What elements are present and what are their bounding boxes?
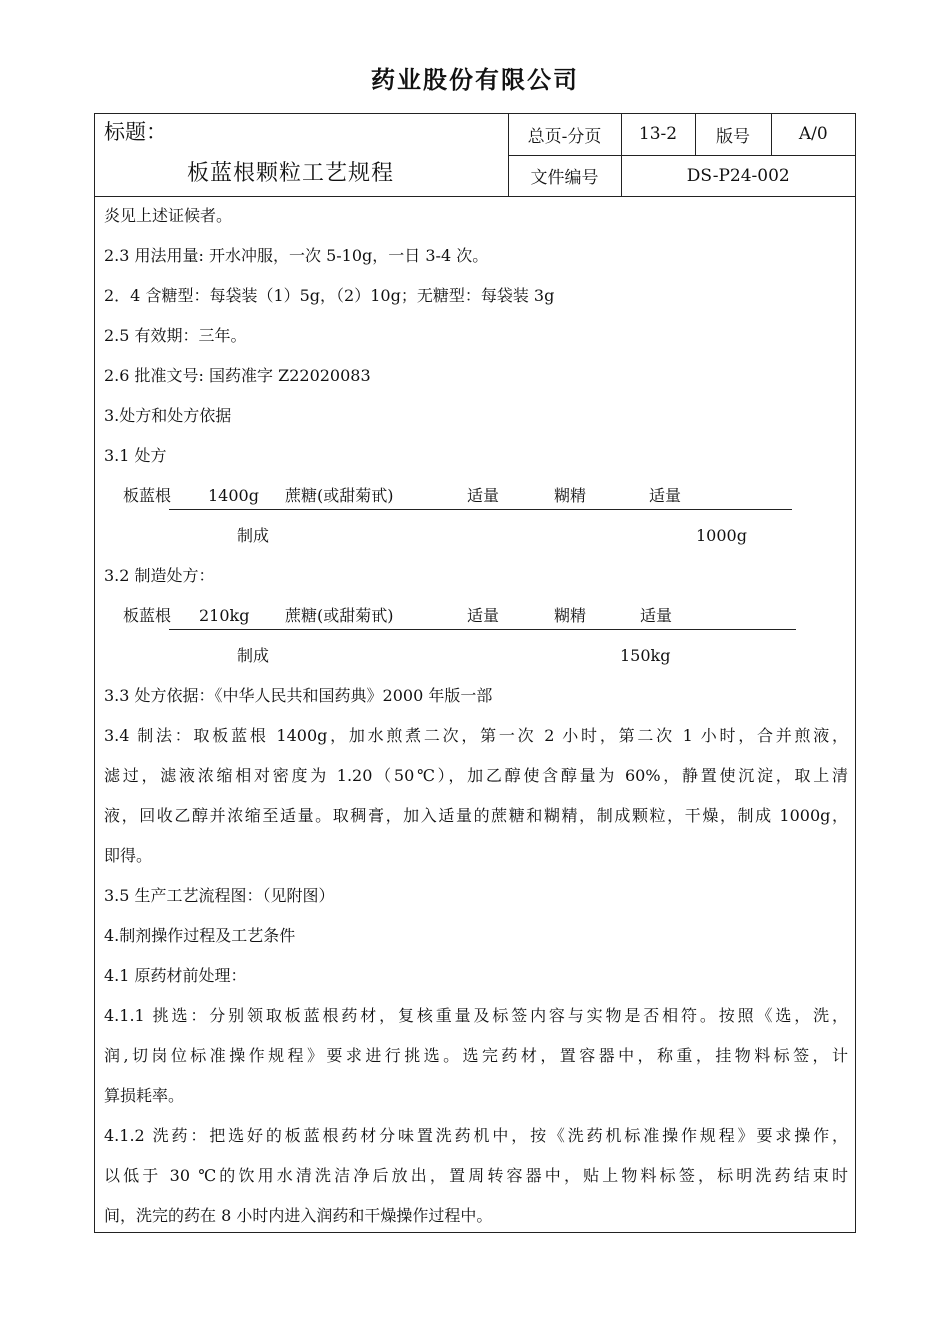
paragraph-line: 滤过，滤液浓缩相对密度为 1.20（50℃），加乙醇使含醇量为 60%，静置使沉淀，取上清 [104, 766, 848, 785]
section-heading: 4.制剂操作过程及工艺条件 [104, 926, 296, 945]
text-line: 2.6 批准文号: 国药准字 Z22020083 [104, 366, 371, 385]
text-line: 3.3 处方依据：《中华人民共和国药典》2000 年版一部 [104, 686, 493, 705]
paragraph-line: 即得。 [104, 846, 153, 865]
recipe-row [104, 476, 848, 516]
paragraph-line: 液，回收乙醇并浓缩至适量。取稠膏，加入适量的蔗糖和糊精，制成颗粒，干燥，制成 1000g， [104, 806, 848, 825]
ingredient-qty: 适量 [467, 486, 500, 505]
paragraph-line: 算损耗率。 [104, 1086, 185, 1105]
yield-label: 制成 [237, 646, 270, 665]
company-name: 药业股份有限公司 [371, 66, 579, 94]
paragraph-line: 间，洗完的药在 8 小时内进入润药和干燥操作过程中。 [104, 1206, 493, 1225]
ingredient-qty: 210kg [199, 606, 250, 625]
section-heading: 3.2 制造处方： [104, 566, 215, 585]
ingredient-name: 蔗糖(或甜菊甙) [285, 486, 394, 505]
document-body [104, 196, 848, 1236]
recipe-divider [169, 509, 792, 510]
yield-qty: 150kg [620, 646, 671, 665]
recipe-row [104, 596, 848, 636]
header-table [95, 114, 855, 197]
ingredient-name: 糊精 [554, 486, 587, 505]
title-cell [95, 114, 508, 196]
title-label: 标题： [104, 120, 167, 144]
ingredient-qty: 1400g [208, 486, 259, 505]
paragraph-line: 以低于 30 ℃的饮用水清洗洁净后放出，置周转容器中，贴上物料标签，标明洗药结束时 [104, 1166, 848, 1185]
version-label: 版号 [695, 114, 771, 155]
ingredient-name: 板蓝根 [123, 606, 172, 625]
ingredient-qty: 适量 [467, 606, 500, 625]
text-line: 3.5 生产工艺流程图：（见附图） [104, 886, 335, 905]
recipe-divider [169, 629, 796, 630]
paragraph-line: 润,切岗位标准操作规程》要求进行挑选。选完药材，置容器中，称重，挂物料标签，计 [104, 1046, 848, 1065]
text-line: 2.3 用法用量: 开水冲服，一次 5-10g，一日 3-4 次。 [104, 246, 489, 265]
ingredient-qty: 适量 [640, 606, 673, 625]
doc-no-label: 文件编号 [508, 155, 621, 196]
recipe-yield-row [104, 516, 848, 556]
page-label: 总页-分页 [508, 114, 621, 155]
version-value: A/0 [771, 114, 855, 155]
text-line: 2．4 含糖型：每袋装（1）5g，（2）10g；无糖型：每袋装 3g [104, 286, 555, 305]
page-value: 13-2 [621, 114, 695, 155]
recipe-yield-row [104, 636, 848, 676]
section-heading: 4.1 原药材前处理： [104, 966, 247, 985]
ingredient-name: 糊精 [554, 606, 587, 625]
yield-qty: 1000g [696, 526, 747, 545]
yield-label: 制成 [237, 526, 270, 545]
text-line: 炎见上述证候者。 [104, 206, 233, 225]
text-line: 2.5 有效期：三年。 [104, 326, 247, 345]
ingredient-name: 蔗糖(或甜菊甙) [285, 606, 394, 625]
paragraph-line: 3.4 制法：取板蓝根 1400g，加水煎煮二次，第一次 2 小时，第二次 1 小时，合并煎液， [104, 726, 848, 745]
ingredient-qty: 适量 [649, 486, 682, 505]
doc-no-value: DS-P24-002 [621, 155, 855, 196]
paragraph-line: 4.1.1 挑选：分别领取板蓝根药材，复核重量及标签内容与实物是否相符。按照《选，洗， [104, 1006, 848, 1025]
section-heading: 3.1 处方 [104, 446, 167, 465]
paragraph-line: 4.1.2 洗药：把选好的板蓝根药材分味置洗药机中，按《洗药机标准操作规程》要求操作， [104, 1126, 848, 1145]
ingredient-name: 板蓝根 [123, 486, 172, 505]
section-heading: 3.处方和处方依据 [104, 406, 232, 425]
document-frame [94, 113, 856, 1233]
document-title: 板蓝根颗粒工艺规程 [187, 161, 395, 186]
